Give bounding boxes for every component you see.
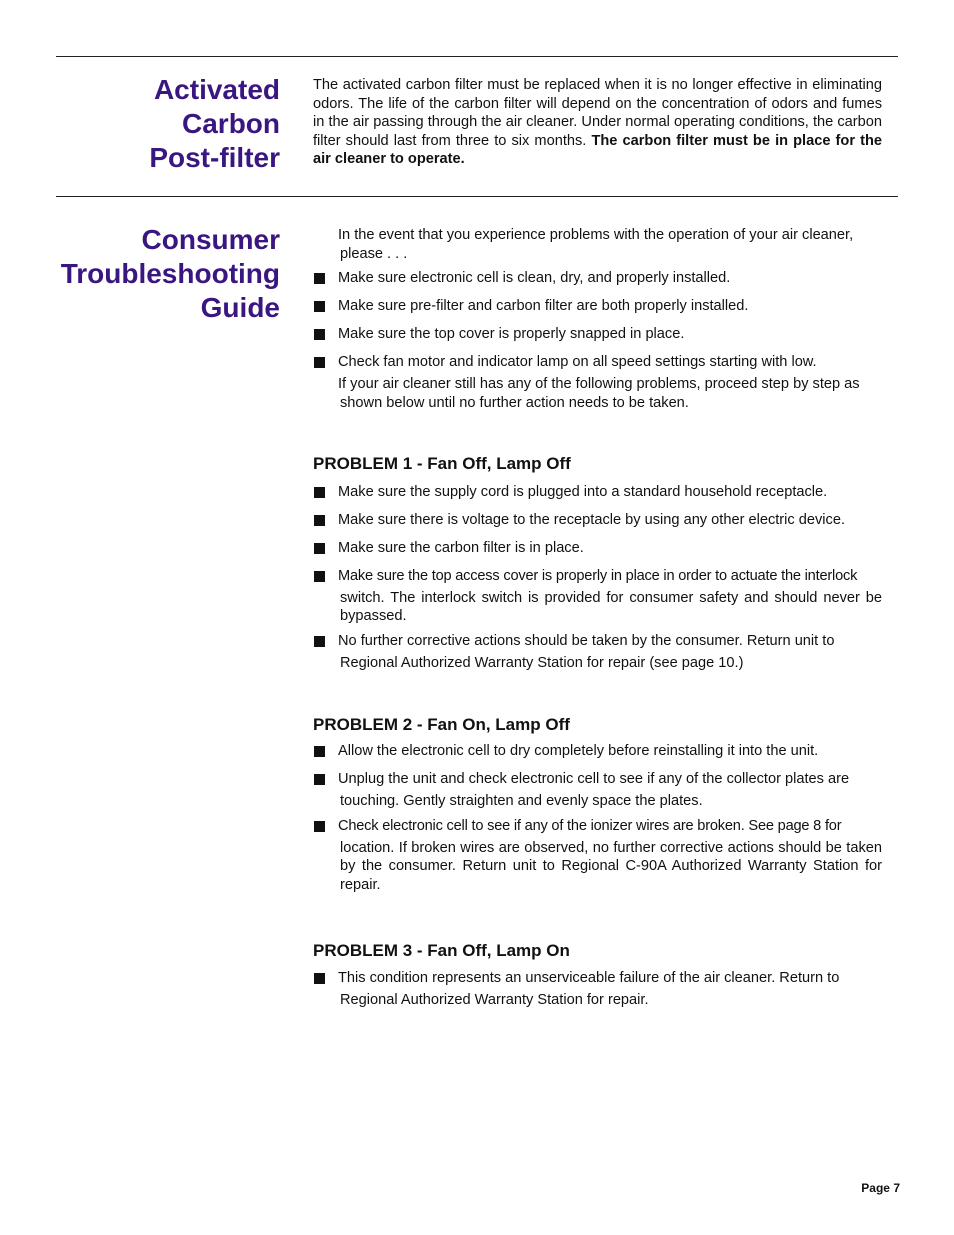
bullet-square-icon — [314, 515, 325, 526]
list-item-text: Make sure pre-filter and carbon filter are both properly installed. — [338, 298, 749, 314]
heading-line: Consumer — [141, 224, 280, 255]
list-item — [313, 817, 882, 894]
bullet-square-icon — [314, 571, 325, 582]
heading-line: Guide — [200, 292, 280, 323]
intro-line: In the event that you experience problems with the operation of your air cleaner, — [338, 227, 854, 243]
list-item-text: Unplug the unit and check electronic cell to see if any of the collector plates are touching. Gently straighten and evenly space the plates. — [338, 771, 850, 809]
troubleshooting-intro — [338, 226, 882, 263]
list-item — [313, 325, 882, 344]
heading-line: Troubleshooting — [60, 258, 280, 289]
troubleshooting-followup — [338, 375, 882, 412]
list-item-text: Check electronic cell to see if any of the ionizer wires are broken. See page 8 for location. If broken wires are observed, no further corrective actions should be taken by the consumer. Return unit to Regional C-90A Authorized Warranty Station for repair. — [338, 818, 882, 893]
followup-line: shown below until no further action needs to be taken. — [340, 394, 689, 411]
problem-2-heading: PROBLEM 2 - Fan On, Lamp Off — [313, 715, 570, 734]
carbon-text: The activated carbon filter must be replaced when it is no longer effective in eliminating odors. The life of the carbon filter will depend on the concentration of odors and fumes in the air passing through the air cleaner. Under normal operating conditions, the carbon filter should last from three to six months. — [313, 77, 882, 149]
heading-line: Activated — [153, 74, 280, 105]
list-item-text: No further corrective actions should be taken by the consumer. Return unit to Regional Authorized Warranty Station for repair (see page 10.) — [338, 633, 835, 671]
list-item — [313, 770, 882, 810]
heading-line: Post-filter — [149, 142, 280, 173]
bullet-square-icon — [314, 357, 325, 368]
list-item-text: Allow the electronic cell to dry completely before reinstalling it into the unit. — [338, 743, 819, 759]
list-item-text: Make sure the supply cord is plugged into a standard household receptacle. — [338, 484, 828, 500]
heading-line: Carbon — [182, 108, 280, 139]
bullet-square-icon — [314, 543, 325, 554]
bullet-square-icon — [314, 329, 325, 340]
bullet-square-icon — [314, 821, 325, 832]
carbon-section-text — [313, 76, 882, 169]
list-item-text: Check fan motor and indicator lamp on all speed settings starting with low. — [338, 354, 817, 370]
list-item — [313, 483, 882, 502]
top-divider — [56, 56, 898, 57]
bullet-square-icon — [314, 973, 325, 984]
problem-3-heading: PROBLEM 3 - Fan Off, Lamp On — [313, 941, 570, 960]
section-divider — [56, 196, 898, 197]
carbon-section-heading — [40, 73, 280, 175]
list-item — [313, 632, 882, 672]
list-item — [313, 742, 882, 761]
bullet-square-icon — [314, 487, 325, 498]
list-item — [313, 353, 882, 372]
list-item-text: Make sure the carbon filter is in place. — [338, 540, 584, 556]
list-item — [313, 511, 882, 530]
intro-line: please . . . — [340, 245, 408, 262]
problem-1-heading: PROBLEM 1 - Fan Off, Lamp Off — [313, 454, 571, 473]
page-number: Page 7 — [861, 1181, 900, 1195]
carbon-bold-note: The carbon filter must be in place for the air cleaner to operate. — [313, 132, 882, 167]
list-item — [313, 567, 882, 626]
bullet-square-icon — [314, 301, 325, 312]
list-item — [313, 539, 882, 558]
bullet-square-icon — [314, 746, 325, 757]
bullet-square-icon — [314, 774, 325, 785]
list-item-text: Make sure electronic cell is clean, dry, and properly installed. — [338, 270, 731, 286]
list-item-text: Make sure there is voltage to the receptacle by using any other electric device. — [338, 512, 845, 528]
bullet-square-icon — [314, 273, 325, 284]
bullet-square-icon — [314, 636, 325, 647]
list-item-text: Make sure the top cover is properly snapped in place. — [338, 326, 685, 342]
list-item — [313, 297, 882, 316]
list-item-text: This condition represents an unserviceable failure of the air cleaner. Return to Regional Authorized Warranty Station for repair. — [338, 970, 840, 1008]
list-item — [313, 269, 882, 288]
troubleshooting-heading — [40, 223, 280, 325]
list-item — [313, 969, 882, 1009]
followup-line: If your air cleaner still has any of the following problems, proceed step by step as — [338, 376, 860, 392]
list-item-text: Make sure the top access cover is properly in place in order to actuate the interlock switch. The interlock switch is provided for consumer safety and should never be bypassed. — [338, 568, 882, 624]
